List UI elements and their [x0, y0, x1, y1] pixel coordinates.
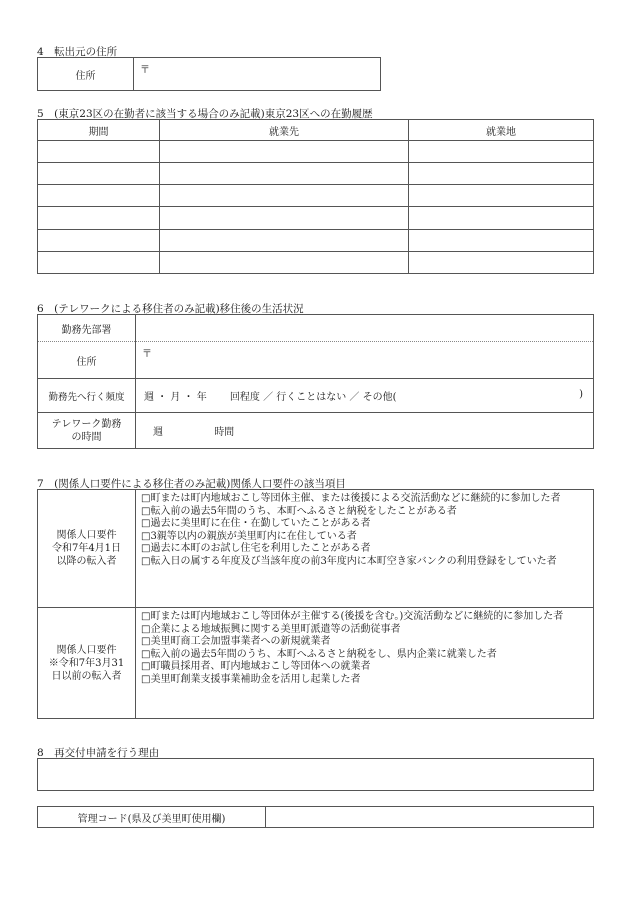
checkbox-item[interactable]: □転入前の過去5年間のうち、本町へふるさと納税をし、県内企業に就業した者	[141, 648, 497, 660]
groupB-label-line1: 関係人口要件	[56, 644, 117, 656]
groupB-label-line2: ※令和7年3月31	[48, 657, 125, 669]
section4-address-label: 住所	[38, 58, 134, 91]
history-cell[interactable]	[38, 251, 160, 273]
postal-mark: 〒	[142, 349, 152, 360]
section4-title: 4 転出元の住所	[37, 46, 118, 58]
section6-title: 6 (テレワークによる移住者のみ記載)移住後の生活状況	[37, 303, 304, 315]
groupA-label-line1: 関係人口要件	[56, 530, 117, 541]
section7-table	[37, 489, 594, 719]
checkbox-item[interactable]: □過去に美里町に在住・在勤していたことがある者	[141, 518, 371, 530]
dept-label: 勤務先部署	[38, 315, 136, 342]
section4-table	[37, 57, 381, 91]
admin-table	[37, 806, 594, 828]
history-cell[interactable]	[160, 251, 409, 273]
header-workplace: 就業地	[409, 120, 594, 141]
section8-table	[37, 758, 594, 791]
telework-label-line2: の時間	[71, 431, 102, 443]
history-cell[interactable]	[160, 229, 409, 251]
telework-label-line1: テレワーク勤務	[51, 418, 122, 430]
telework-field[interactable]	[136, 413, 594, 449]
section5-table	[37, 119, 594, 274]
section5-title: 5 (東京23区の在勤者に該当する場合のみ記載)東京23区への在勤履歴	[37, 108, 373, 120]
history-cell[interactable]	[160, 163, 409, 185]
history-cell[interactable]	[409, 141, 594, 163]
checkbox-item[interactable]: □過去に本町のお試し住宅を利用したことがある者	[141, 543, 371, 555]
reason-field[interactable]	[38, 759, 594, 791]
section8-title: 8 再交付申請を行う理由	[37, 747, 160, 759]
admin-code-field[interactable]	[266, 807, 594, 828]
section7-title: 7 (関係人口要件による移住者のみ記載)関係人口要件の該当項目	[37, 478, 346, 490]
frequency-label: 勤務先へ行く頻度	[38, 379, 136, 413]
header-period: 期間	[38, 120, 160, 141]
groupA-label-line3: 以降の転入者	[56, 556, 117, 567]
checkbox-item[interactable]: □美里町商工会加盟事業者への新規就業者	[141, 636, 331, 648]
history-cell[interactable]	[38, 141, 160, 163]
groupB-label-line3: 日以前の転入者	[51, 670, 122, 682]
checkbox-item[interactable]: □3親等以内の親族が美里町内に在住している者	[141, 530, 357, 542]
history-cell[interactable]	[38, 185, 160, 207]
dept-field[interactable]	[136, 315, 594, 342]
telework-hours: 時間	[214, 427, 235, 438]
section6-address-field[interactable]	[136, 342, 594, 379]
checkbox-item[interactable]: □企業による地域振興に関する美里町派遣等の活動従事者	[141, 623, 401, 635]
history-cell[interactable]	[160, 141, 409, 163]
history-cell[interactable]	[409, 185, 594, 207]
checkbox-item[interactable]: □町または町内地域おこし等団体主催、または後援による交流活動などに継続的に参加した者	[141, 493, 561, 504]
checkbox-item[interactable]: □美里町創業支援事業補助金を活用し起業した者	[141, 673, 361, 685]
frequency-field[interactable]	[136, 379, 594, 413]
checkbox-item[interactable]: □転入前の過去5年間のうち、本町へふるさと納税をしたことがある者	[141, 505, 457, 517]
history-cell[interactable]	[409, 229, 594, 251]
groupB-label	[38, 608, 136, 719]
frequency-close-paren: )	[579, 389, 583, 400]
header-employer: 就業先	[160, 120, 409, 141]
history-cell[interactable]	[160, 185, 409, 207]
checkbox-item[interactable]: □町職員採用者、町内地域おこし等団体への就業者	[141, 661, 371, 673]
admin-code-label: 管理コード(県及び美里町使用欄)	[38, 807, 266, 828]
section6-table	[37, 314, 594, 449]
groupA-label-line2: 令和7年4月1日	[51, 543, 122, 554]
telework-label	[38, 413, 136, 449]
groupA-checklist	[136, 490, 594, 608]
section6-address-label: 住所	[38, 342, 136, 379]
groupB-checklist	[136, 608, 594, 719]
postal-mark: 〒	[140, 65, 150, 76]
section4-address-field[interactable]	[134, 58, 381, 91]
history-cell[interactable]	[38, 229, 160, 251]
history-cell[interactable]	[409, 207, 594, 229]
groupA-label	[38, 490, 136, 608]
frequency-options: 週 ・ 月 ・ 年 回程度 ／ 行くことはない ／ その他(	[144, 392, 397, 403]
history-cell[interactable]	[409, 163, 594, 185]
telework-week: 週	[153, 427, 163, 438]
history-cell[interactable]	[160, 207, 409, 229]
history-cell[interactable]	[38, 207, 160, 229]
checkbox-item[interactable]: □転入日の属する年度及び当該年度の前3年度内に本町空き家バンクの利用登録をしていた者	[141, 555, 557, 567]
history-cell[interactable]	[409, 251, 594, 273]
checkbox-item[interactable]: □町または町内地域おこし等団体が主催する(後援を含む。)交流活動などに継続的に参加した者	[141, 611, 564, 622]
history-cell[interactable]	[38, 163, 160, 185]
